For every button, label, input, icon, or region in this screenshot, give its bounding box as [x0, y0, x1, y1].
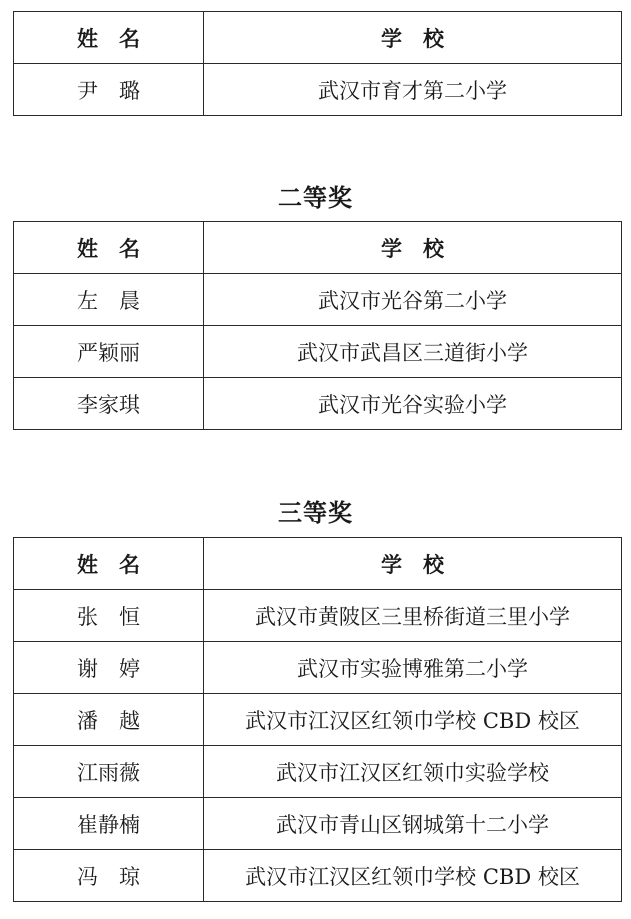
winner-name: 张 恒 — [14, 590, 204, 642]
name-column-header: 姓 名 — [14, 538, 204, 590]
table-row — [14, 64, 622, 116]
winner-name: 冯 琼 — [14, 850, 204, 902]
table-row — [14, 746, 622, 798]
school-column-header: 学 校 — [204, 222, 622, 274]
table-row — [14, 590, 622, 642]
table-header-row — [14, 222, 622, 274]
winner-school: 武汉市黄陂区三里桥街道三里小学 — [204, 590, 622, 642]
winner-name: 严颖丽 — [14, 326, 204, 378]
table-row — [14, 326, 622, 378]
first-prize-table — [13, 11, 622, 116]
winner-name: 崔静楠 — [14, 798, 204, 850]
winner-name: 谢 婷 — [14, 642, 204, 694]
table-row — [14, 378, 622, 430]
winner-school: 武汉市实验博雅第二小学 — [204, 642, 622, 694]
table-row — [14, 850, 622, 902]
table-header-row — [14, 538, 622, 590]
school-column-header: 学 校 — [204, 12, 622, 64]
name-column-header: 姓 名 — [14, 12, 204, 64]
third-prize-table — [13, 537, 622, 902]
second-prize-title: 二等奖 — [278, 184, 353, 212]
table-row — [14, 274, 622, 326]
name-column-header: 姓 名 — [14, 222, 204, 274]
winner-name: 尹 璐 — [14, 64, 204, 116]
winner-school: 武汉市江汉区红领巾学校 CBD 校区 — [204, 850, 622, 902]
winner-school: 武汉市青山区钢城第十二小学 — [204, 798, 622, 850]
winner-school: 武汉市江汉区红领巾实验学校 — [204, 746, 622, 798]
table-row — [14, 642, 622, 694]
table-row — [14, 798, 622, 850]
winner-school: 武汉市武昌区三道街小学 — [204, 326, 622, 378]
winner-school: 武汉市光谷第二小学 — [204, 274, 622, 326]
winner-school: 武汉市江汉区红领巾学校 CBD 校区 — [204, 694, 622, 746]
winner-name: 江雨薇 — [14, 746, 204, 798]
winner-name: 李家琪 — [14, 378, 204, 430]
winner-name: 左 晨 — [14, 274, 204, 326]
school-column-header: 学 校 — [204, 538, 622, 590]
winner-school: 武汉市光谷实验小学 — [204, 378, 622, 430]
winner-name: 潘 越 — [14, 694, 204, 746]
table-header-row — [14, 12, 622, 64]
table-row — [14, 694, 622, 746]
winner-school: 武汉市育才第二小学 — [204, 64, 622, 116]
second-prize-table — [13, 221, 622, 430]
third-prize-title: 三等奖 — [278, 499, 353, 527]
